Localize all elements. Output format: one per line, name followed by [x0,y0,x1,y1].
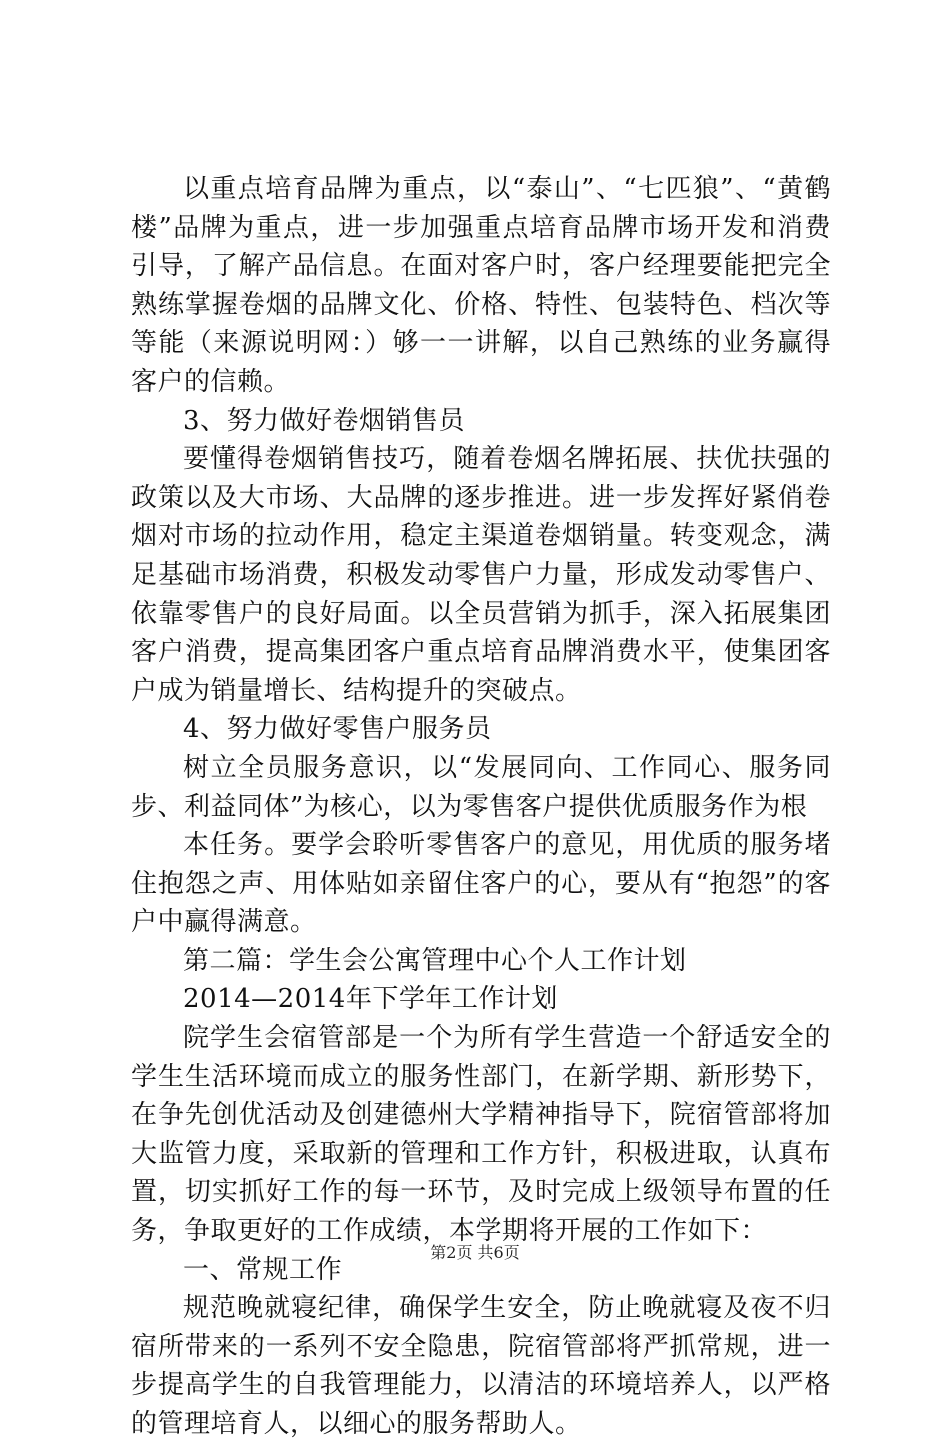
heading-cigarette-salesperson: 3、努力做好卷烟销售员 [183,405,466,436]
heading-routine-work: 一、常规工作 [183,1254,343,1285]
paragraph-bedtime-discipline: 规范晚就寝纪律，确保学生安全，防止晚就寝及夜不归宿所带来的一系列不安全隐患，院宿管部将严抓常规，进一步提高学生的自我管理能力，以清洁的环境培养人，以严格的管理培育人，以细心的服务帮助人。 [131,1293,831,1439]
paragraph-dorm-department-intro: 院学生会宿管部是一个为所有学生营造一个舒适安全的学生生活环境而成立的服务性部门，在新学期、新形势下，在争先创优活动及创建德州大学精神指导下，院宿管部将加大监管力度，采取新的管理和工作方针，积极进取，认真布置，切实抓好工作的每一环节，及时完成上级领导布置的任务，争取更好的工作成绩，本学期将开展的工作如下： [131,1023,831,1247]
heading-semester-plan: 2014—2014年下学年工作计划 [183,984,558,1015]
heading-retailer-service: 4、努力做好零售户服务员 [183,714,492,745]
heading-second-article: 第二篇：学生会公寓管理中心个人工作计划 [183,945,687,976]
paragraph-sales-skills: 要懂得卷烟销售技巧，随着卷烟名牌拓展、扶优扶强的政策以及大市场、大品牌的逐步推进。进一步发挥好紧俏卷烟对市场的拉动作用，稳定主渠道卷烟销量。转变观念，满足基础市场消费，积极发动零售户力量，形成发动零售户、依靠零售户的良好局面。以全员营销为抓手，深入拓展集团客户消费，提高集团客户重点培育品牌消费水平，使集团客户成为销量增长、结构提升的突破点。 [131,444,831,706]
page-number-footer: 第2页 共6页 [430,1243,520,1262]
paragraph-brand-cultivation: 以重点培育品牌为重点，以“泰山”、“七匹狼”、“黄鹤楼”品牌为重点，进一步加强重点培育品牌市场开发和消费引导，了解产品信息。在面对客户时，客户经理要能把完全熟练掌握卷烟的品牌文化、价格、特性、包装特色、档次等等能（来源说明网：）够一一讲解，以自己熟练的业务赢得客户的信赖。 [131,174,831,397]
paragraph-core-task: 本任务。要学会聆听零售客户的意见，用优质的服务堵住抱怨之声、用体贴如亲留住客户的心，要从有“抱怨”的客户中赢得满意。 [131,830,831,938]
paragraph-service-awareness: 树立全员服务意识，以“发展同向、工作同心、服务同步、利益同体”为核心，以为零售客户提供优质服务作为根 [131,752,831,822]
